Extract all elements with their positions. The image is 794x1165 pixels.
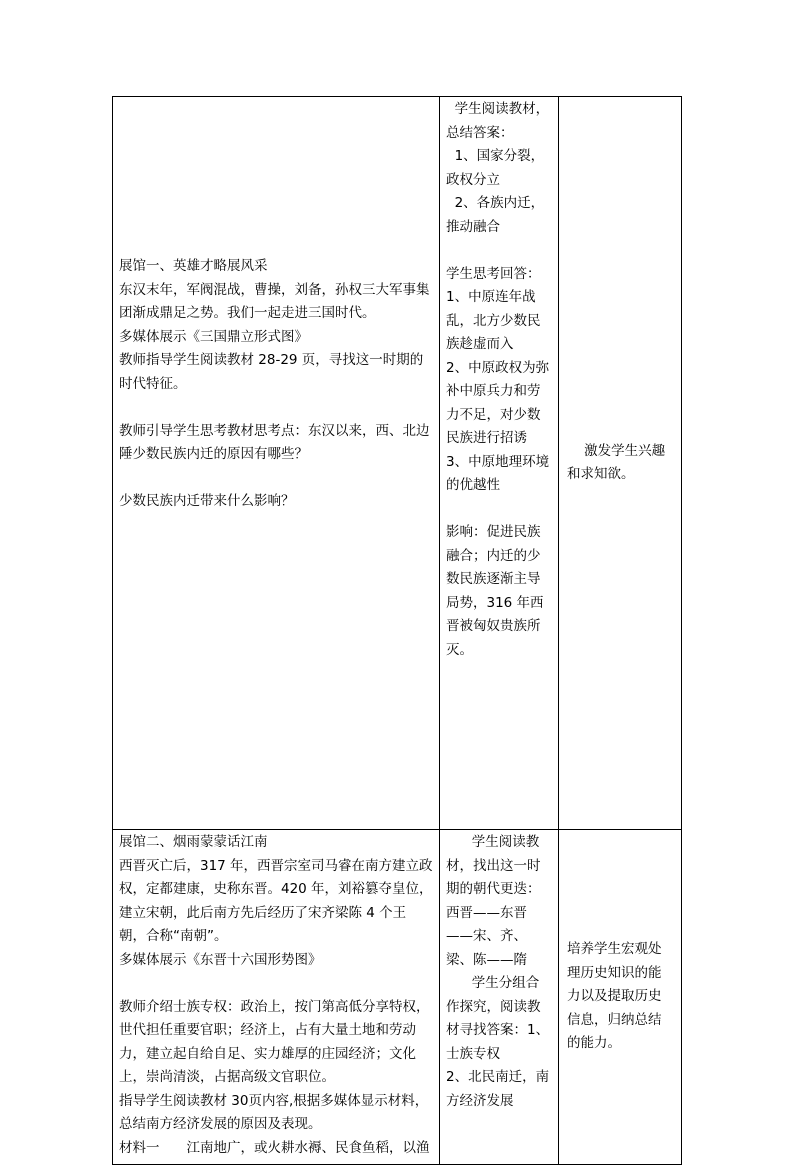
lesson-plan-table [112,96,682,1165]
paragraph: 展馆二、烟雨蒙蒙话江南 [119,834,268,850]
paragraph: 学生阅读教材，总结答案： [446,101,550,141]
paragraph: 学生思考回答： [446,265,541,282]
paragraph: 西晋灭亡后，317 年，西晋宗室司马睿在南方建立政权，定都建康，史称东晋。420 年，刘裕篡夺皇位，建立宋朝，此后南方先后经历了宋齐梁陈 4 个王朝，合称“南朝”。 [119,857,433,944]
design-intent-text: 培养学生宏观处理历史知识的能力以及提取历史信息，归纳总结的能力。 [567,941,662,1052]
paragraph: 展馆一、英雄才略展风采 [119,258,268,274]
paragraph: 影响：促进民族融合；内迁的少数民族逐渐主导局势，316 年西晋被匈奴贵族所灭。 [446,524,544,658]
paragraph: 少数民族内迁带来什么影响？ [119,493,295,509]
paragraph: 2、北民南迁，南方经济发展 [446,1069,550,1109]
paragraph: 材料一 江南地广，或火耕水褥、民食鱼稻，以渔 [119,1139,430,1156]
paragraph [446,498,552,522]
paragraph: 东汉末年，军阀混战，曹操，刘备，孙权三大军事集团渐成鼎足之势。我们一起走进三国时代。 [119,281,430,321]
paragraph: 2、中原政权为弥补中原兵力和劳力不足，对少数民族进行招诱 [446,359,550,446]
paragraph [119,972,433,996]
teacher-activity-cell [113,97,440,830]
paragraph: 教师指导学生阅读教材 28-29 页，寻找这一时期的时代特征。 [119,352,424,392]
paragraph: 多媒体展示《东晋十六国形势图》 [119,951,322,968]
paragraph: 1、中原连年战乱，北方少数民族趁虚而入 [446,289,541,352]
design-intent-cell [559,97,682,830]
student-activity-cell [440,97,559,830]
table-row [113,97,682,830]
paragraph: 3、中原地理环境的优越性 [446,453,550,493]
teacher-activity-cell [113,830,440,1165]
paragraph: 学生分组合作探究，阅读教材寻找答案：1、士族专权 [446,975,550,1062]
student-activity-cell [440,830,559,1165]
paragraph: 学生阅读教材，找出这一时期的朝代更迭： [446,834,541,897]
paragraph: 指导学生阅读教材 30页内容,根据多媒体显示材料，总结南方经济发展的原因及表现。 [119,1092,429,1132]
paragraph: 西晋——东晋——宋、齐、梁、陈——隋 [446,904,527,968]
design-intent-cell [559,830,682,1165]
paragraph [119,396,433,420]
paragraph: 多媒体展示《三国鼎立形式图》 [119,328,308,345]
design-intent-text: 激发学生兴趣和求知欲。 [567,442,666,482]
paragraph: 1、国家分裂，政权分立 [446,148,545,188]
paragraph: 教师引导学生思考教材思考点：东汉以来，西、北边陲少数民族内迁的原因有哪些？ [119,422,430,462]
paragraph: 2、各族内迁，推动融合 [446,195,545,235]
paragraph [446,239,552,263]
paragraph [119,467,433,491]
table-row [113,830,682,1165]
paragraph: 教师介绍士族专权：政治上，按门第高低分享特权，世代担任重要官职；经济上，占有大量土地和劳动力，建立起自给自足、实力雄厚的庄园经济；文化上，崇尚清淡，占据高级文官职位。 [119,998,430,1085]
